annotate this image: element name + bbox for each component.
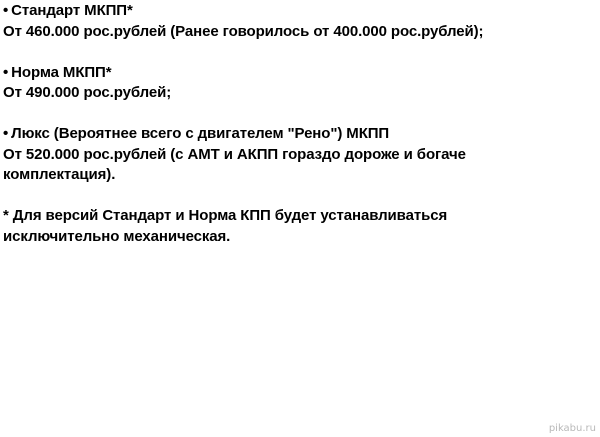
document-body xyxy=(3,1,593,247)
footnote-line-1: * Для версий Стандарт и Норма КПП будет устанавливаться xyxy=(3,207,448,224)
watermark-text: pikabu.ru xyxy=(548,423,596,434)
spacer xyxy=(3,42,593,63)
spacer xyxy=(3,186,593,207)
item-lux-title xyxy=(3,124,593,145)
item-title: Люкс (Вероятнее всего с двигателем "Рено") МКПП xyxy=(11,125,390,142)
item-title: Стандарт МКПП* xyxy=(11,2,133,19)
item-lux-price-continued: комплектация). xyxy=(3,166,116,183)
item-standard-title xyxy=(3,1,593,22)
spacer xyxy=(3,104,593,125)
bullet-icon: • xyxy=(3,2,9,19)
item-norma-title xyxy=(3,63,593,84)
item-norma-price: От 490.000 рос.рублей; xyxy=(3,84,172,101)
item-title: Норма МКПП* xyxy=(11,63,112,81)
item-lux-price: От 520.000 рос.рублей (с АМТ и АКПП гораздо дороже и богаче xyxy=(3,145,466,163)
footnote-line-2: исключительно механическая. xyxy=(3,227,231,245)
bullet-icon: • xyxy=(3,125,9,142)
bullet-icon: • xyxy=(3,63,9,81)
item-standard-price: От 460.000 рос.рублей (Ранее говорилось от 400.000 рос.рублей); xyxy=(3,22,484,40)
